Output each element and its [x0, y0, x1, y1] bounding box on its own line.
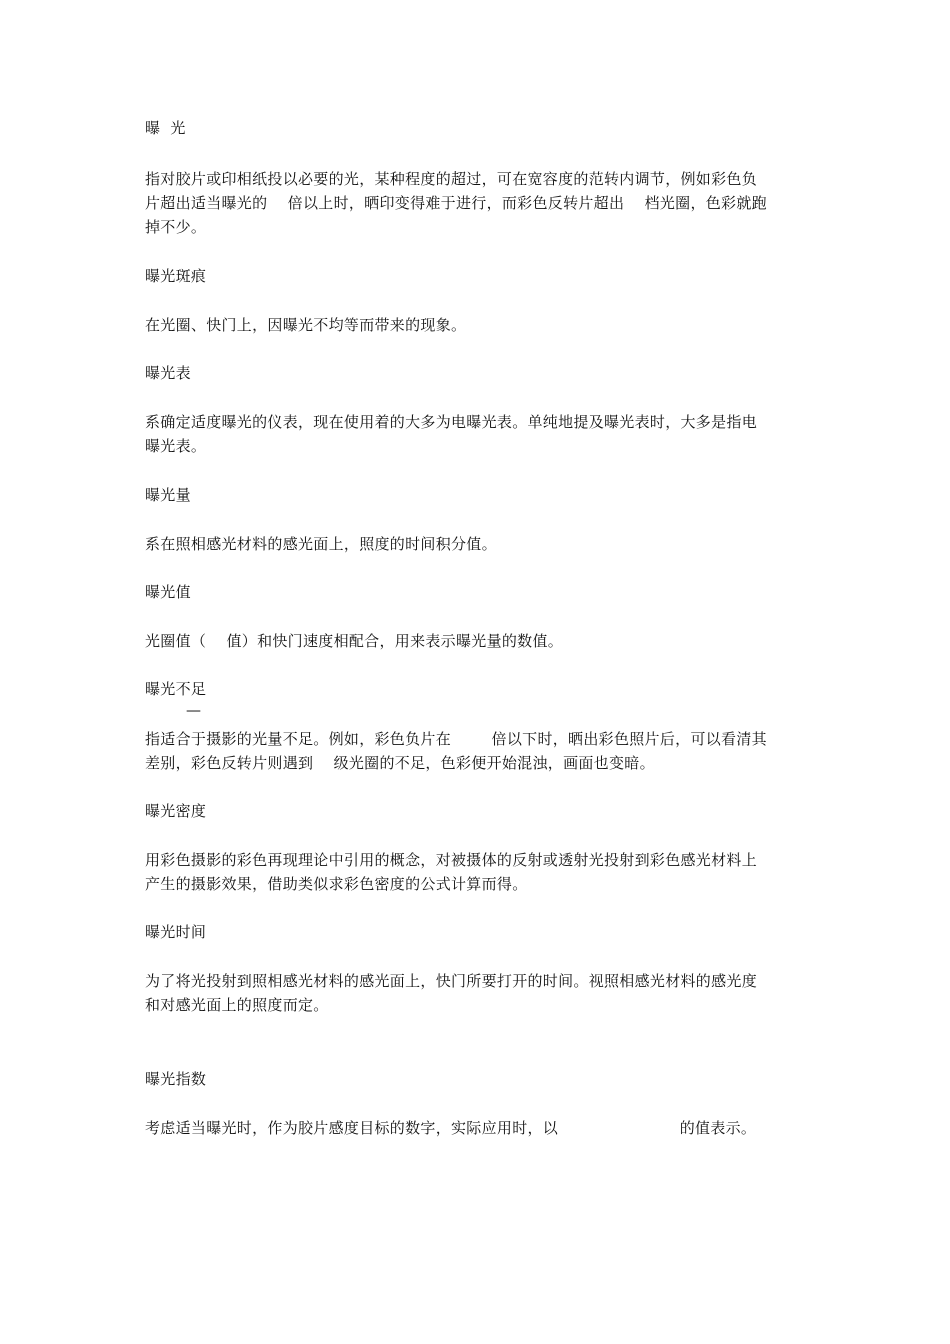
definition-line: 指对胶片或印相纸投以必要的光，某种程度的超过，可在宽容度的范转内调节，例如彩色负: [145, 170, 758, 188]
definition-line: 考虑适当曝光时，作为胶片感度目标的数字，实际应用时，以 的值表示。: [145, 1119, 757, 1137]
definition-line: 在光圈、快门上，因曝光不均等而带来的现象。: [145, 316, 467, 334]
definition-line: 掉不少。: [145, 218, 207, 236]
definition-line: 曝光表。: [145, 437, 207, 455]
definition-line: 为了将光投射到照相感光材料的感光面上，快门所要打开的时间。视照相感光材料的感光度: [145, 972, 758, 990]
definition-line: 和对感光面上的照度而定。: [145, 996, 329, 1014]
term-heading: 曝 光: [145, 119, 186, 137]
term-heading: 曝光斑痕: [145, 267, 207, 285]
definition-line: 指适合于摄影的光量不足。例如，彩色负片在 倍以下时，晒出彩色照片后，可以看清其: [145, 730, 767, 748]
term-heading: 曝光值: [145, 583, 191, 601]
term-heading: 曝光不足: [145, 680, 207, 698]
definition-line: 系在照相感光材料的感光面上，照度的时间积分值。: [145, 535, 497, 553]
definition-line: 片超出适当曝光的 倍以上时，晒印变得难于进行，而彩色反转片超出 档光圈，色彩就跑: [145, 194, 767, 212]
definition-line: 系确定适度曝光的仪表，现在使用着的大多为电曝光表。单纯地提及曝光表时，大多是指电: [145, 413, 758, 431]
term-heading: 曝光量: [145, 486, 191, 504]
definition-line: 用彩色摄影的彩色再现理论中引用的概念，对被摄体的反射或透射光投射到彩色感光材料上: [145, 851, 758, 869]
definition-line: 产生的摄影效果，借助类似求彩色密度的公式计算而得。: [145, 875, 528, 893]
dash-mark: —: [186, 701, 201, 719]
term-heading: 曝光时间: [145, 923, 207, 941]
term-heading: 曝光表: [145, 364, 191, 382]
definition-line: 差别，彩色反转片则遇到 级光圈的不足，色彩便开始混浊，画面也变暗。: [145, 754, 655, 772]
term-heading: 曝光密度: [145, 802, 207, 820]
definition-line: 光圈值（ 值）和快门速度相配合，用来表示曝光量的数值。: [145, 632, 564, 650]
term-heading: 曝光指数: [145, 1070, 207, 1088]
